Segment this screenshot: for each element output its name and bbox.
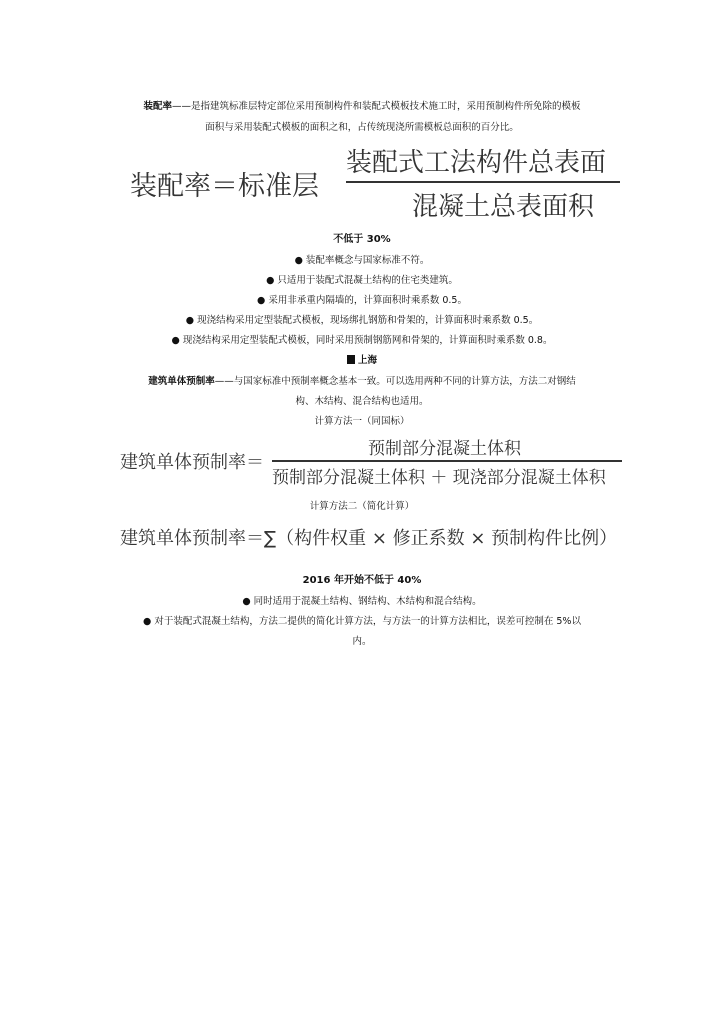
prefab-definition-line2: 构、木结构、混合结构也适用。 bbox=[295, 396, 429, 407]
prefab-definition-paragraph bbox=[106, 372, 618, 392]
square-bullet-icon bbox=[347, 355, 355, 364]
term-assembly-rate: 装配率 bbox=[143, 101, 172, 112]
heading-2016-min-40: 2016 年开始不低于 40% bbox=[302, 575, 422, 586]
bullet-2: ● 只适用于装配式混凝土结构的住宅类建筑。 bbox=[266, 275, 458, 286]
definition-paragraph bbox=[106, 97, 618, 117]
city-name: 上海 bbox=[357, 355, 377, 366]
bullet-4: ● 现浇结构采用定型装配式模板，现场绑扎钢筋和骨架的，计算面积时乘系数 0.5。 bbox=[185, 315, 539, 326]
formula-lhs: 装配率＝标准层 bbox=[130, 171, 319, 202]
method2-label: 计算方法二（简化计算） bbox=[309, 501, 415, 512]
formula2-denominator: 预制部分混凝土体积 ＋ 现浇部分混凝土体积 bbox=[272, 468, 606, 488]
heading-min-30: 不低于 30% bbox=[333, 234, 391, 245]
bullet-all-structures: ● 同时适用于混凝土结构、钢结构、木结构和混合结构。 bbox=[242, 596, 482, 607]
formula-denominator: 混凝土总表面积 bbox=[412, 192, 595, 222]
formula-numerator: 装配式工法构件总表面 bbox=[346, 148, 607, 178]
bullet-error-line2: 内。 bbox=[352, 636, 372, 647]
formula-prefab-rate-method1 bbox=[116, 428, 622, 496]
bullet-5: ● 现浇结构采用定型装配式模板，同时采用预制钢筋网和骨架的，计算面积时乘系数 0.8。 bbox=[171, 335, 553, 346]
formula2-numerator: 预制部分混凝土体积 bbox=[368, 439, 521, 459]
formula2-lhs: 建筑单体预制率＝ bbox=[120, 452, 264, 473]
method1-label: 计算方法一（同国标） bbox=[314, 416, 410, 427]
bullet-1: ● 装配率概念与国家标准不符。 bbox=[294, 255, 430, 266]
heading-shanghai bbox=[106, 351, 618, 371]
definition-paragraph-line2: 面积与采用装配式模板的面积之和，占传统现浇所需模板总面积的百分比。 bbox=[205, 122, 519, 133]
fraction-bar bbox=[346, 181, 620, 183]
formula3-text: 建筑单体预制率＝∑（构件权重 × 修正系数 × 预制构件比例） bbox=[120, 528, 618, 549]
bullet-3: ● 采用非承重内隔墙的，计算面积时乘系数 0.5。 bbox=[257, 295, 467, 306]
bullet-error-line1: ● 对于装配式混凝土结构，方法二提供的简化计算方法，与方法一的计算方法相比，误差可控制在 5%以 bbox=[143, 616, 581, 627]
term-prefab-rate: 建筑单体预制率 bbox=[148, 376, 215, 387]
fraction-bar-2 bbox=[272, 460, 622, 462]
formula-assembly-rate bbox=[120, 140, 620, 226]
formula-prefab-rate-method2 bbox=[116, 518, 622, 554]
definition-text: ——是指建筑标准层特定部位采用预制构件和装配式模板技术施工时，采用预制构件所免除的模板 bbox=[172, 101, 581, 112]
prefab-definition-text: ——与国家标准中预制率概念基本一致。可以选用两种不同的计算方法，方法二对钢结 bbox=[214, 376, 576, 387]
